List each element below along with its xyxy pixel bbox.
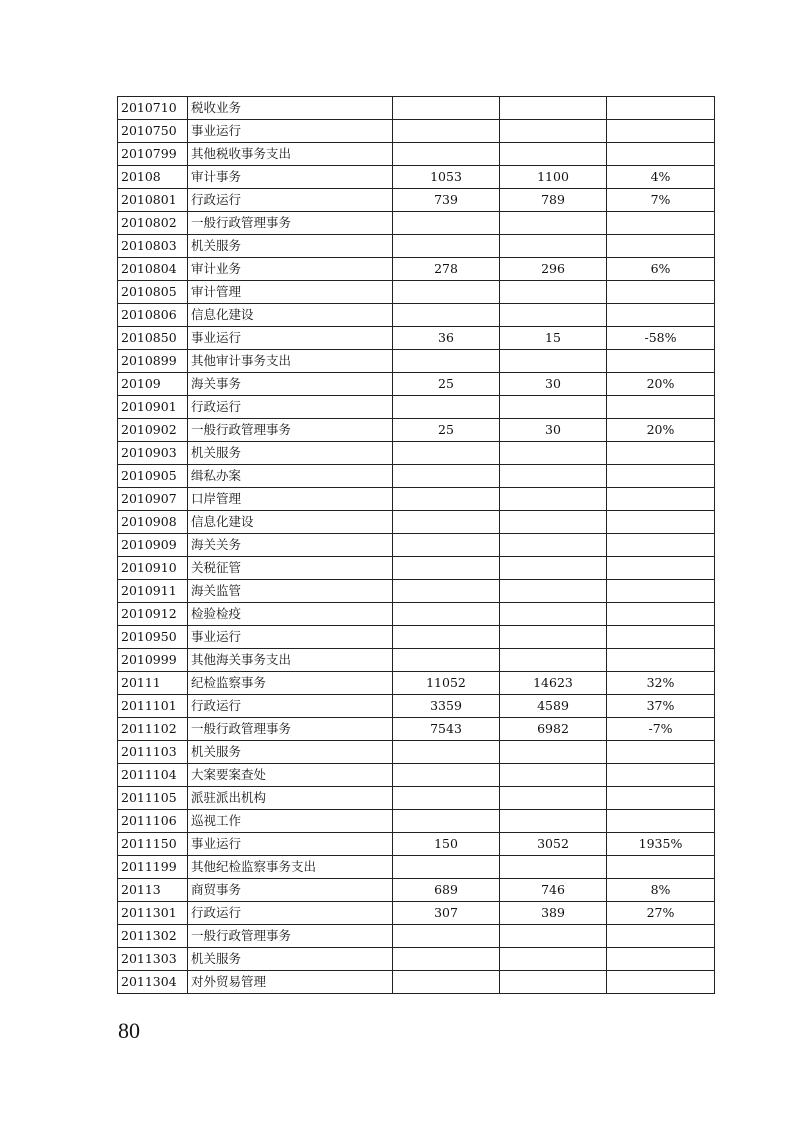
growth-rate-cell	[607, 764, 715, 787]
current-amount-cell	[500, 281, 607, 304]
prior-amount-cell: 739	[393, 189, 500, 212]
account-name-cell: 行政运行	[188, 189, 393, 212]
account-name-cell: 行政运行	[188, 695, 393, 718]
growth-rate-cell	[607, 511, 715, 534]
growth-rate-cell	[607, 212, 715, 235]
account-code-cell: 2010802	[118, 212, 188, 235]
table-row	[118, 465, 715, 488]
account-code-cell: 2011101	[118, 695, 188, 718]
table-row	[118, 971, 715, 994]
account-code-cell: 2010911	[118, 580, 188, 603]
table-row	[118, 258, 715, 281]
growth-rate-cell	[607, 925, 715, 948]
prior-amount-cell	[393, 488, 500, 511]
growth-rate-cell	[607, 396, 715, 419]
growth-rate-cell	[607, 304, 715, 327]
table-row	[118, 580, 715, 603]
table-row	[118, 810, 715, 833]
prior-amount-cell: 3359	[393, 695, 500, 718]
account-code-cell: 2010912	[118, 603, 188, 626]
prior-amount-cell	[393, 971, 500, 994]
account-code-cell: 2010903	[118, 442, 188, 465]
table-row	[118, 741, 715, 764]
current-amount-cell: 3052	[500, 833, 607, 856]
account-name-cell: 商贸事务	[188, 879, 393, 902]
account-code-cell: 2010803	[118, 235, 188, 258]
account-name-cell: 事业运行	[188, 327, 393, 350]
account-name-cell: 事业运行	[188, 626, 393, 649]
growth-rate-cell	[607, 787, 715, 810]
account-code-cell: 2011304	[118, 971, 188, 994]
current-amount-cell: 296	[500, 258, 607, 281]
current-amount-cell	[500, 741, 607, 764]
table-row	[118, 166, 715, 189]
account-code-cell: 2010909	[118, 534, 188, 557]
table-row	[118, 327, 715, 350]
table-row	[118, 925, 715, 948]
table-row	[118, 511, 715, 534]
account-name-cell: 一般行政管理事务	[188, 212, 393, 235]
prior-amount-cell	[393, 649, 500, 672]
growth-rate-cell	[607, 649, 715, 672]
account-name-cell: 派驻派出机构	[188, 787, 393, 810]
growth-rate-cell	[607, 465, 715, 488]
account-code-cell: 2010908	[118, 511, 188, 534]
prior-amount-cell	[393, 948, 500, 971]
prior-amount-cell	[393, 534, 500, 557]
current-amount-cell	[500, 626, 607, 649]
prior-amount-cell	[393, 810, 500, 833]
current-amount-cell	[500, 810, 607, 833]
table-row	[118, 718, 715, 741]
account-code-cell: 2010999	[118, 649, 188, 672]
growth-rate-cell	[607, 235, 715, 258]
prior-amount-cell	[393, 97, 500, 120]
account-name-cell: 纪检监察事务	[188, 672, 393, 695]
table-row	[118, 695, 715, 718]
growth-rate-cell	[607, 281, 715, 304]
prior-amount-cell	[393, 557, 500, 580]
prior-amount-cell	[393, 465, 500, 488]
account-name-cell: 巡视工作	[188, 810, 393, 833]
prior-amount-cell	[393, 511, 500, 534]
current-amount-cell	[500, 856, 607, 879]
table-row	[118, 649, 715, 672]
account-name-cell: 审计业务	[188, 258, 393, 281]
current-amount-cell	[500, 120, 607, 143]
account-code-cell: 2010902	[118, 419, 188, 442]
account-code-cell: 2011103	[118, 741, 188, 764]
account-name-cell: 信息化建设	[188, 511, 393, 534]
account-code-cell: 2011303	[118, 948, 188, 971]
account-code-cell: 20111	[118, 672, 188, 695]
current-amount-cell	[500, 557, 607, 580]
account-code-cell: 2010950	[118, 626, 188, 649]
growth-rate-cell: 37%	[607, 695, 715, 718]
prior-amount-cell: 1053	[393, 166, 500, 189]
table-row	[118, 557, 715, 580]
growth-rate-cell	[607, 488, 715, 511]
account-name-cell: 对外贸易管理	[188, 971, 393, 994]
prior-amount-cell	[393, 281, 500, 304]
account-code-cell: 2010905	[118, 465, 188, 488]
growth-rate-cell: 8%	[607, 879, 715, 902]
account-name-cell: 审计事务	[188, 166, 393, 189]
prior-amount-cell	[393, 350, 500, 373]
table-row	[118, 488, 715, 511]
prior-amount-cell: 307	[393, 902, 500, 925]
table-row	[118, 143, 715, 166]
table-row	[118, 304, 715, 327]
current-amount-cell	[500, 511, 607, 534]
account-name-cell: 海关事务	[188, 373, 393, 396]
growth-rate-cell	[607, 741, 715, 764]
account-name-cell: 审计管理	[188, 281, 393, 304]
account-code-cell: 2010710	[118, 97, 188, 120]
prior-amount-cell: 689	[393, 879, 500, 902]
growth-rate-cell	[607, 442, 715, 465]
current-amount-cell: 15	[500, 327, 607, 350]
account-name-cell: 事业运行	[188, 120, 393, 143]
current-amount-cell	[500, 925, 607, 948]
account-code-cell: 2010804	[118, 258, 188, 281]
growth-rate-cell	[607, 143, 715, 166]
account-name-cell: 其他纪检监察事务支出	[188, 856, 393, 879]
current-amount-cell	[500, 465, 607, 488]
current-amount-cell	[500, 534, 607, 557]
current-amount-cell	[500, 948, 607, 971]
prior-amount-cell	[393, 396, 500, 419]
current-amount-cell: 30	[500, 373, 607, 396]
growth-rate-cell: 20%	[607, 373, 715, 396]
prior-amount-cell: 11052	[393, 672, 500, 695]
current-amount-cell: 6982	[500, 718, 607, 741]
table-row	[118, 189, 715, 212]
growth-rate-cell	[607, 120, 715, 143]
growth-rate-cell	[607, 810, 715, 833]
current-amount-cell	[500, 97, 607, 120]
account-code-cell: 2010801	[118, 189, 188, 212]
prior-amount-cell	[393, 856, 500, 879]
prior-amount-cell: 278	[393, 258, 500, 281]
growth-rate-cell: 27%	[607, 902, 715, 925]
account-code-cell: 2011301	[118, 902, 188, 925]
current-amount-cell	[500, 442, 607, 465]
current-amount-cell	[500, 488, 607, 511]
current-amount-cell	[500, 212, 607, 235]
table-row	[118, 396, 715, 419]
growth-rate-cell	[607, 856, 715, 879]
growth-rate-cell: -58%	[607, 327, 715, 350]
growth-rate-cell	[607, 97, 715, 120]
account-code-cell: 2011104	[118, 764, 188, 787]
current-amount-cell: 30	[500, 419, 607, 442]
current-amount-cell	[500, 235, 607, 258]
prior-amount-cell	[393, 626, 500, 649]
account-code-cell: 2010850	[118, 327, 188, 350]
account-code-cell: 2010799	[118, 143, 188, 166]
account-name-cell: 行政运行	[188, 902, 393, 925]
growth-rate-cell: 7%	[607, 189, 715, 212]
account-code-cell: 2010806	[118, 304, 188, 327]
account-name-cell: 机关服务	[188, 235, 393, 258]
growth-rate-cell: 1935%	[607, 833, 715, 856]
account-name-cell: 检验检疫	[188, 603, 393, 626]
prior-amount-cell	[393, 304, 500, 327]
account-name-cell: 机关服务	[188, 442, 393, 465]
account-code-cell: 2011199	[118, 856, 188, 879]
account-code-cell: 20113	[118, 879, 188, 902]
current-amount-cell	[500, 580, 607, 603]
current-amount-cell: 4589	[500, 695, 607, 718]
current-amount-cell	[500, 787, 607, 810]
growth-rate-cell: 20%	[607, 419, 715, 442]
account-name-cell: 机关服务	[188, 741, 393, 764]
growth-rate-cell: -7%	[607, 718, 715, 741]
table-row	[118, 764, 715, 787]
account-name-cell: 海关监管	[188, 580, 393, 603]
growth-rate-cell	[607, 626, 715, 649]
current-amount-cell	[500, 396, 607, 419]
account-name-cell: 行政运行	[188, 396, 393, 419]
account-name-cell: 关税征管	[188, 557, 393, 580]
account-code-cell: 2010901	[118, 396, 188, 419]
table-row	[118, 442, 715, 465]
account-name-cell: 一般行政管理事务	[188, 925, 393, 948]
table-row	[118, 879, 715, 902]
account-name-cell: 一般行政管理事务	[188, 419, 393, 442]
prior-amount-cell	[393, 442, 500, 465]
current-amount-cell	[500, 764, 607, 787]
current-amount-cell	[500, 143, 607, 166]
account-code-cell: 2011106	[118, 810, 188, 833]
table-row	[118, 603, 715, 626]
prior-amount-cell	[393, 925, 500, 948]
account-name-cell: 一般行政管理事务	[188, 718, 393, 741]
growth-rate-cell: 4%	[607, 166, 715, 189]
prior-amount-cell: 36	[393, 327, 500, 350]
account-name-cell: 大案要案查处	[188, 764, 393, 787]
growth-rate-cell: 32%	[607, 672, 715, 695]
account-name-cell: 税收业务	[188, 97, 393, 120]
growth-rate-cell	[607, 971, 715, 994]
prior-amount-cell	[393, 143, 500, 166]
prior-amount-cell	[393, 764, 500, 787]
table-row	[118, 626, 715, 649]
account-code-cell: 2010910	[118, 557, 188, 580]
account-name-cell: 信息化建设	[188, 304, 393, 327]
table-row	[118, 235, 715, 258]
table-row	[118, 948, 715, 971]
prior-amount-cell	[393, 235, 500, 258]
current-amount-cell	[500, 603, 607, 626]
table-row	[118, 787, 715, 810]
table-row	[118, 672, 715, 695]
table-row	[118, 212, 715, 235]
account-code-cell: 2010907	[118, 488, 188, 511]
current-amount-cell: 389	[500, 902, 607, 925]
prior-amount-cell	[393, 120, 500, 143]
current-amount-cell	[500, 350, 607, 373]
growth-rate-cell	[607, 948, 715, 971]
table-row	[118, 856, 715, 879]
growth-rate-cell	[607, 557, 715, 580]
account-name-cell: 事业运行	[188, 833, 393, 856]
table-body	[118, 97, 715, 994]
growth-rate-cell	[607, 350, 715, 373]
prior-amount-cell	[393, 787, 500, 810]
prior-amount-cell	[393, 580, 500, 603]
account-name-cell: 机关服务	[188, 948, 393, 971]
account-code-cell: 2010750	[118, 120, 188, 143]
prior-amount-cell	[393, 212, 500, 235]
prior-amount-cell: 150	[393, 833, 500, 856]
table-row	[118, 373, 715, 396]
table-row	[118, 833, 715, 856]
account-code-cell: 2010805	[118, 281, 188, 304]
account-code-cell: 2010899	[118, 350, 188, 373]
budget-table	[117, 96, 715, 994]
current-amount-cell	[500, 649, 607, 672]
prior-amount-cell: 25	[393, 419, 500, 442]
table-row	[118, 902, 715, 925]
growth-rate-cell: 6%	[607, 258, 715, 281]
account-code-cell: 2011302	[118, 925, 188, 948]
account-name-cell: 其他海关事务支出	[188, 649, 393, 672]
current-amount-cell: 746	[500, 879, 607, 902]
account-code-cell: 2011102	[118, 718, 188, 741]
account-code-cell: 20108	[118, 166, 188, 189]
table-row	[118, 97, 715, 120]
prior-amount-cell	[393, 603, 500, 626]
account-code-cell: 2011105	[118, 787, 188, 810]
account-name-cell: 其他审计事务支出	[188, 350, 393, 373]
current-amount-cell: 1100	[500, 166, 607, 189]
account-code-cell: 2011150	[118, 833, 188, 856]
account-code-cell: 20109	[118, 373, 188, 396]
current-amount-cell	[500, 971, 607, 994]
account-name-cell: 其他税收事务支出	[188, 143, 393, 166]
growth-rate-cell	[607, 603, 715, 626]
table-row	[118, 281, 715, 304]
table-row	[118, 350, 715, 373]
prior-amount-cell: 25	[393, 373, 500, 396]
current-amount-cell: 14623	[500, 672, 607, 695]
growth-rate-cell	[607, 580, 715, 603]
current-amount-cell	[500, 304, 607, 327]
table-row	[118, 419, 715, 442]
growth-rate-cell	[607, 534, 715, 557]
account-name-cell: 缉私办案	[188, 465, 393, 488]
table-row	[118, 534, 715, 557]
table-row	[118, 120, 715, 143]
page-number: 80	[118, 1018, 140, 1043]
current-amount-cell: 789	[500, 189, 607, 212]
account-name-cell: 口岸管理	[188, 488, 393, 511]
account-name-cell: 海关关务	[188, 534, 393, 557]
prior-amount-cell	[393, 741, 500, 764]
prior-amount-cell: 7543	[393, 718, 500, 741]
